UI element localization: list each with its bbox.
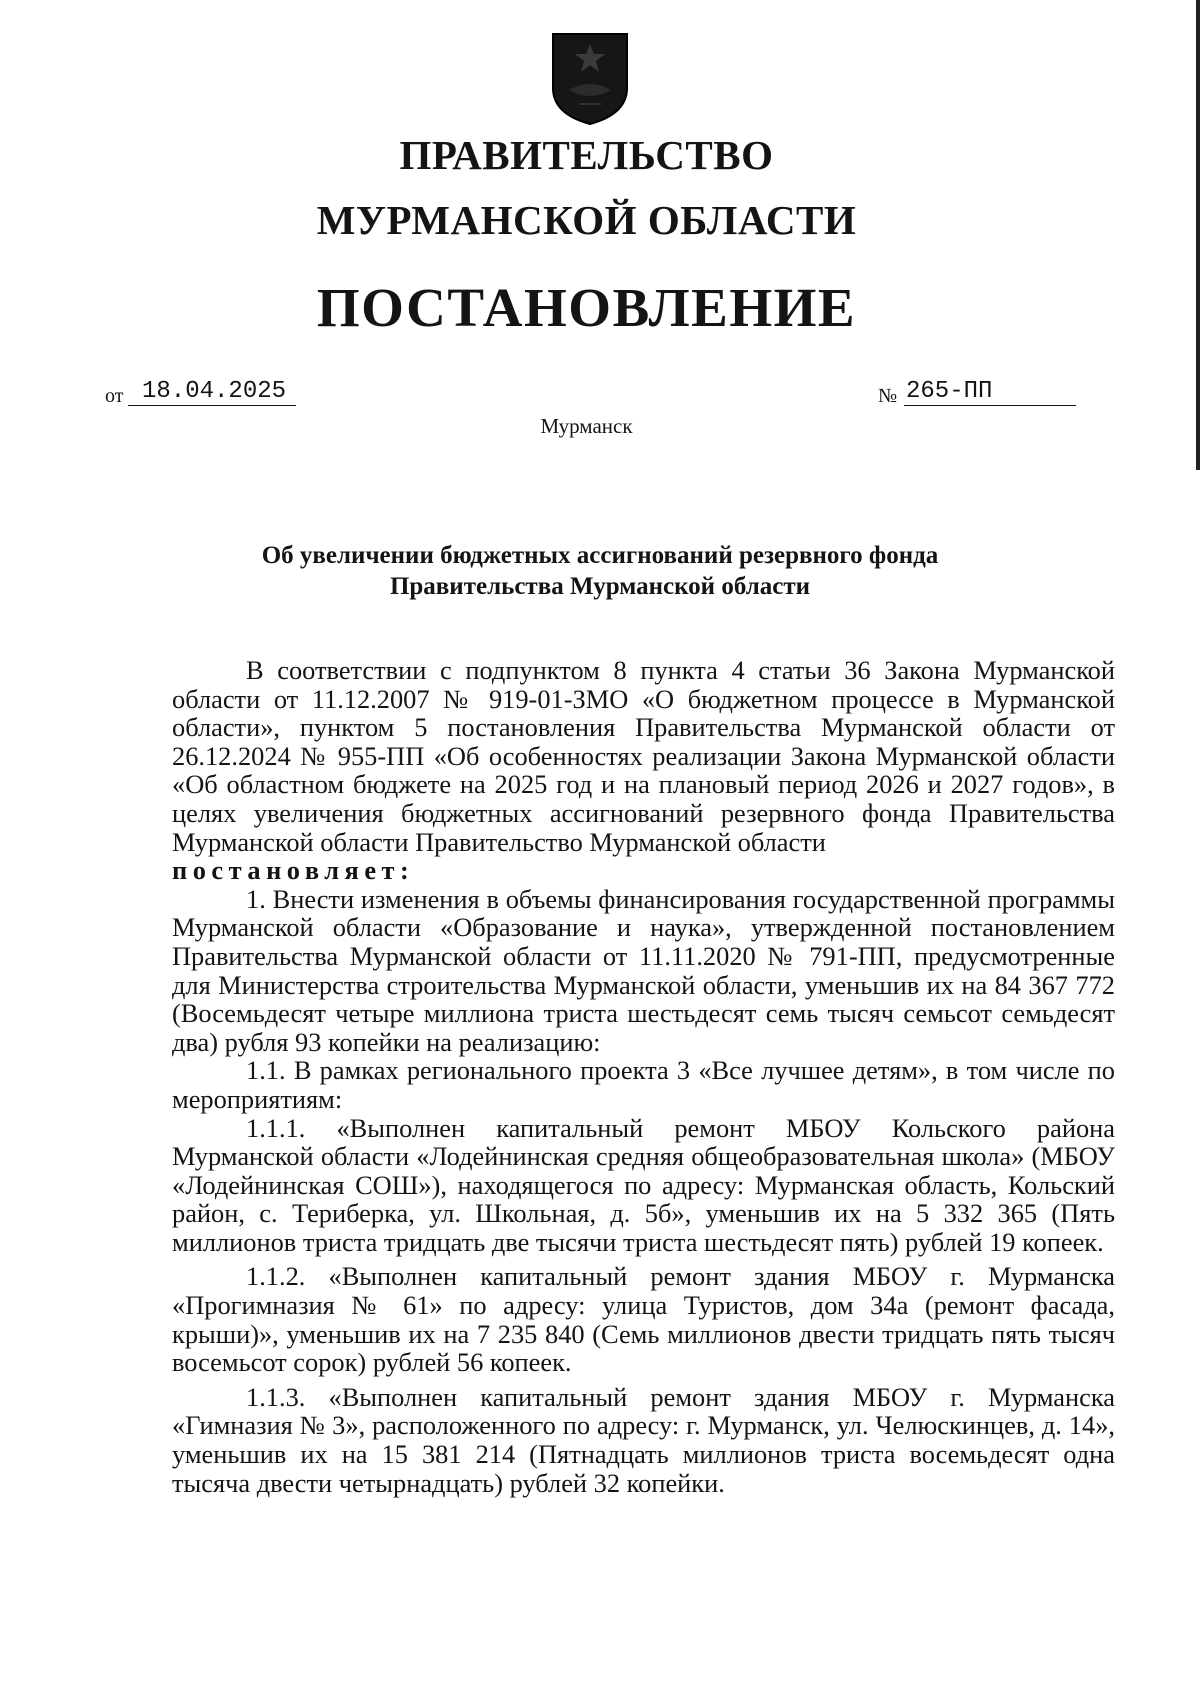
preamble-paragraph: [172, 656, 1115, 885]
date-prefix: от: [105, 385, 124, 407]
decree-word: постановляет:: [172, 855, 415, 886]
org-title-line1: ПРАВИТЕЛЬСТВО: [399, 132, 774, 178]
document-date: 18.04.2025: [128, 378, 296, 406]
paragraph-1-1-2: 1.1.2. «Выполнен капитальный ремонт здания МБОУ г. Мурманска «Прогимназия № 61» по адресу: улица Туристов, дом 34а (ремонт фасада, крыши)», уменьшив их на 7 235 840 (Семь миллионов двести тридцать пять тысяч восемьсот сорок) рублей 56 копеек.: [172, 1261, 1115, 1378]
document-number: 265-ПП: [904, 378, 1076, 406]
subject-line1: Об увеличении бюджетных ассигнований резервного фонда: [261, 542, 939, 569]
paragraph-1-1: 1.1. В рамках регионального проекта 3 «Все лучшее детям», в том числе по мероприятиям:: [172, 1055, 1115, 1114]
scan-edge-mark: [1196, 0, 1200, 470]
subject-line2: Правительства Мурманской области: [389, 573, 811, 600]
preamble-text: В соответствии с подпунктом 8 пункта 4 статьи 36 Закона Мурманской области от 11.12.2007 № 919-01-ЗМО «О бюджетном процессе в Мурманской области», пунктом 5 постановления Правительства Мурманской области от 26.12.2024 № 955-ПП «Об особенностях реализации Закона Мурманской области «Об областном бюджете на 2025 год и на плановый период 2026 и 2027 годов», в целях увеличения бюджетных ассигнований резервного фонда Правительства Мурманской области Правительство Мурманской области: [172, 655, 1115, 857]
document-type-title: ПОСТАНОВЛЕНИЕ: [316, 277, 857, 338]
paragraph-1: 1. Внести изменения в объемы финансирования государственной программы Мурманской области «Образование и наука», утвержденной постановлением Правительства Мурманской области от 11.11.2020 № 791-ПП, предусмотренные для Министерства строительства Мурманской области, уменьшив их на 84 367 772 (Восемьдесят четыре миллиона триста шестьдесят семь тысяч семьсот семьдесят два) рубля 93 копейки на реализацию:: [172, 883, 1115, 1057]
paragraph-1-1-1: 1.1.1. «Выполнен капитальный ремонт МБОУ Кольского района Мурманской области «Лодейнинская средняя общеобразовательная школа» (МБОУ «Лодейнинская СОШ»), находящегося по адресу: Мурманская область, Кольский район, с. Териберка, ул. Школьная, д. 5б», уменьшив их на 5 332 365 (Пять миллионов триста тридцать две тысячи триста шестьдесят пять) рублей 19 копеек.: [172, 1112, 1115, 1257]
coat-of-arms-icon: [549, 30, 631, 126]
document-body: [172, 656, 1115, 1497]
document-subject: [190, 540, 1010, 602]
paragraph-1-1-3: 1.1.3. «Выполнен капитальный ремонт здания МБОУ г. Мурманска «Гимназия № 3», расположенного по адресу: г. Мурманск, ул. Челюскинцев, д. 14», уменьшив их на 15 381 214 (Пятнадцать миллионов триста восемьдесят одна тысяча двести четырнадцать) рублей 32 копейки.: [172, 1381, 1115, 1498]
org-title-line2: МУРМАНСКОЙ ОБЛАСТИ: [316, 197, 857, 243]
number-prefix: №: [878, 385, 898, 407]
city-label: Мурманск: [540, 414, 633, 438]
